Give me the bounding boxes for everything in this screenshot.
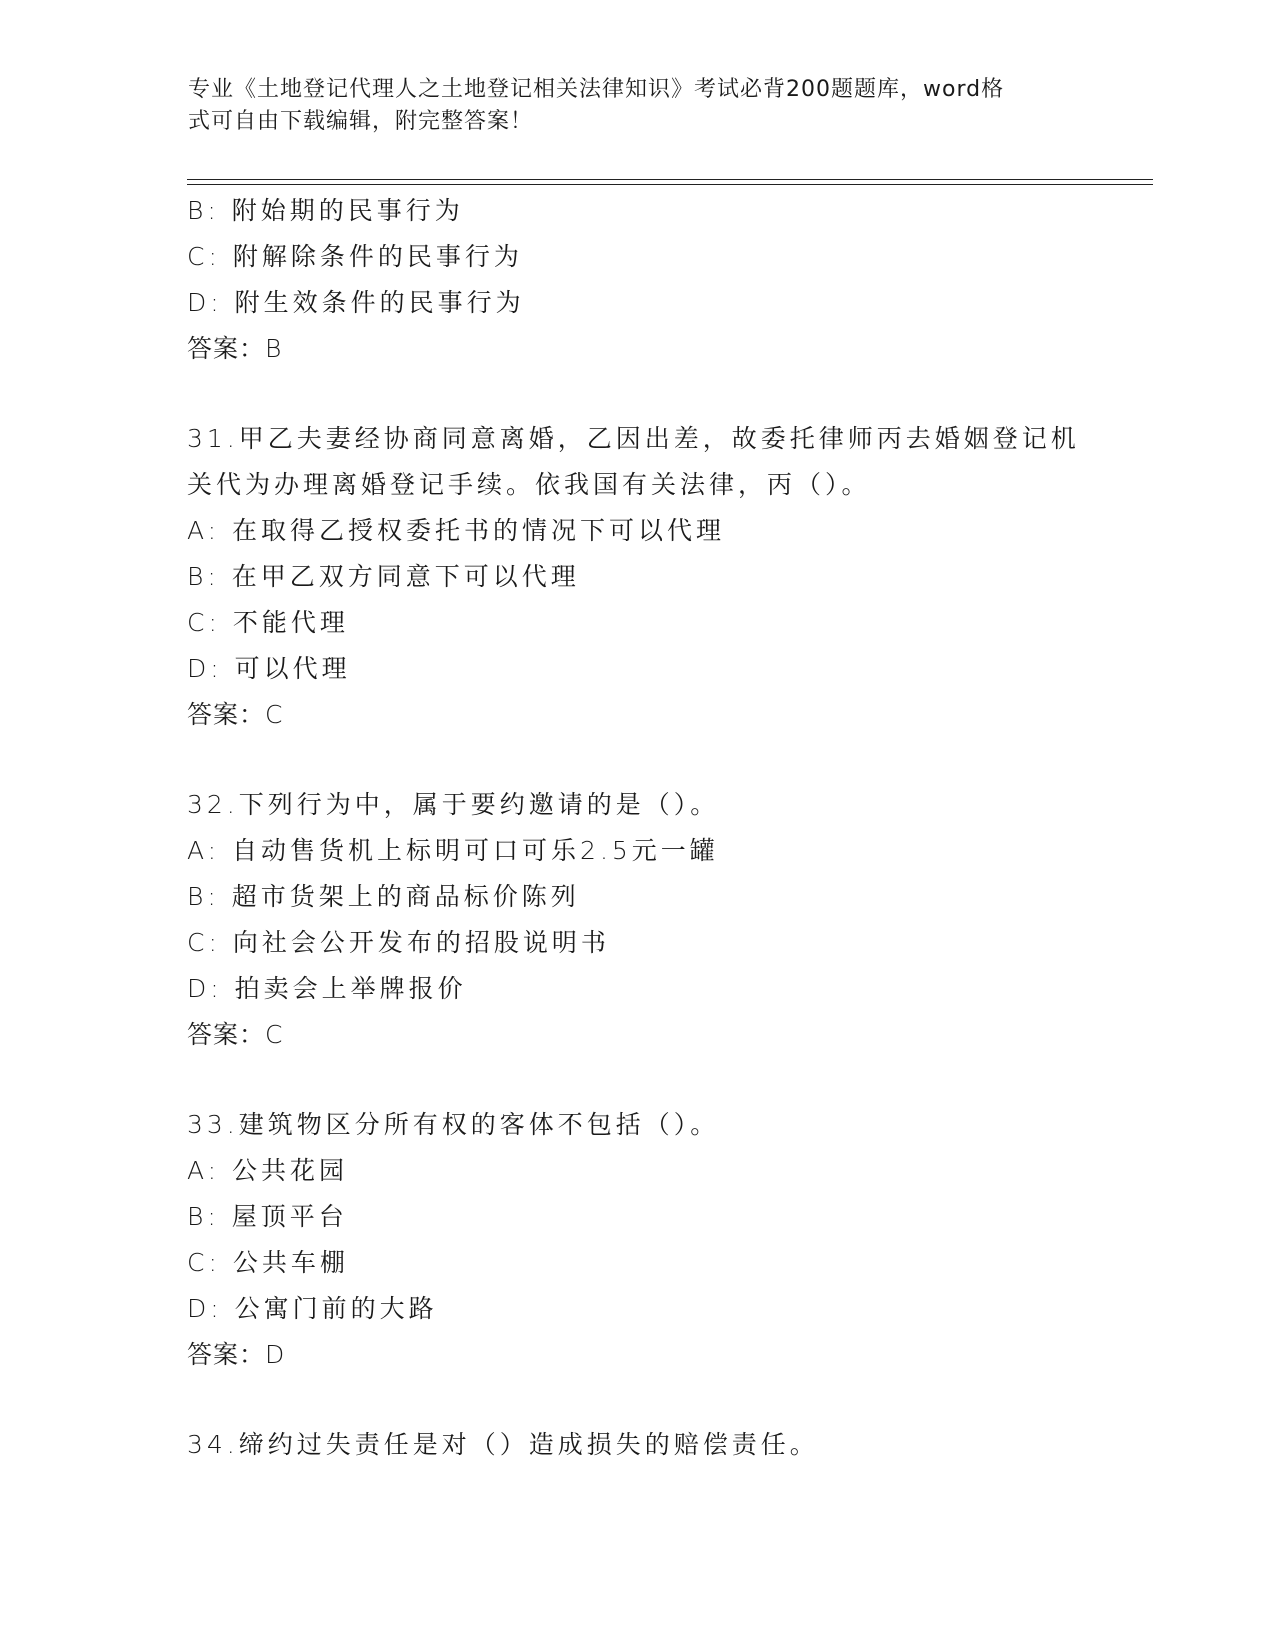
answer: 答案：D [187,1340,286,1369]
spacer [187,1378,1147,1422]
option-d: D: 公寓门前的大路 [187,1294,438,1323]
option-d: D: 附生效条件的民事行为 [187,288,525,317]
option-c: C: 不能代理 [187,608,349,637]
spacer [187,372,1147,416]
question-31 [187,416,1147,738]
answer: 答案：C [187,700,284,729]
question-stem: 31.甲乙夫妻经协商同意离婚，乙因出差，故委托律师丙去婚姻登记机 [187,424,1080,453]
document-header [188,74,1068,138]
option-d: D: 拍卖会上举牌报价 [187,974,467,1003]
option-c: C: 向社会公开发布的招股说明书 [187,928,610,957]
spacer [187,738,1147,782]
question-stem-continued: 关代为办理离婚登记手续。依我国有关法律，丙（）。 [187,470,871,499]
header-line-1: 专业《土地登记代理人之土地登记相关法律知识》考试必背200题题库，word格 [188,77,1005,102]
option-b: B: 超市货架上的商品标价陈列 [187,882,580,911]
option-a: A: 公共花园 [187,1156,349,1185]
option-d: D: 可以代理 [187,654,351,683]
question-stem: 32.下列行为中，属于要约邀请的是（）。 [187,790,720,819]
answer: 答案：C [187,1020,284,1049]
option-a: A: 在取得乙授权委托书的情况下可以代理 [187,516,726,545]
answer: 答案：B [187,334,283,363]
spacer [187,1058,1147,1102]
option-b: B: 附始期的民事行为 [187,196,464,225]
header-line-2: 式可自由下载编辑，附完整答案！ [188,109,534,134]
question-32 [187,782,1147,1058]
question-list [187,188,1147,1468]
header-divider-top [187,179,1153,180]
question-stem: 33.建筑物区分所有权的客体不包括（）。 [187,1110,720,1139]
question-34 [187,1422,1147,1468]
option-c: C: 公共车棚 [187,1248,349,1277]
option-b: B: 屋顶平台 [187,1202,348,1231]
option-b: B: 在甲乙双方同意下可以代理 [187,562,580,591]
question-30-continuation [187,188,1147,372]
header-divider-bottom [187,184,1153,185]
question-stem: 34.缔约过失责任是对（）造成损失的赔偿责任。 [187,1430,819,1459]
option-a: A: 自动售货机上标明可口可乐2.5元一罐 [187,836,719,865]
option-c: C: 附解除条件的民事行为 [187,242,523,271]
question-33 [187,1102,1147,1378]
